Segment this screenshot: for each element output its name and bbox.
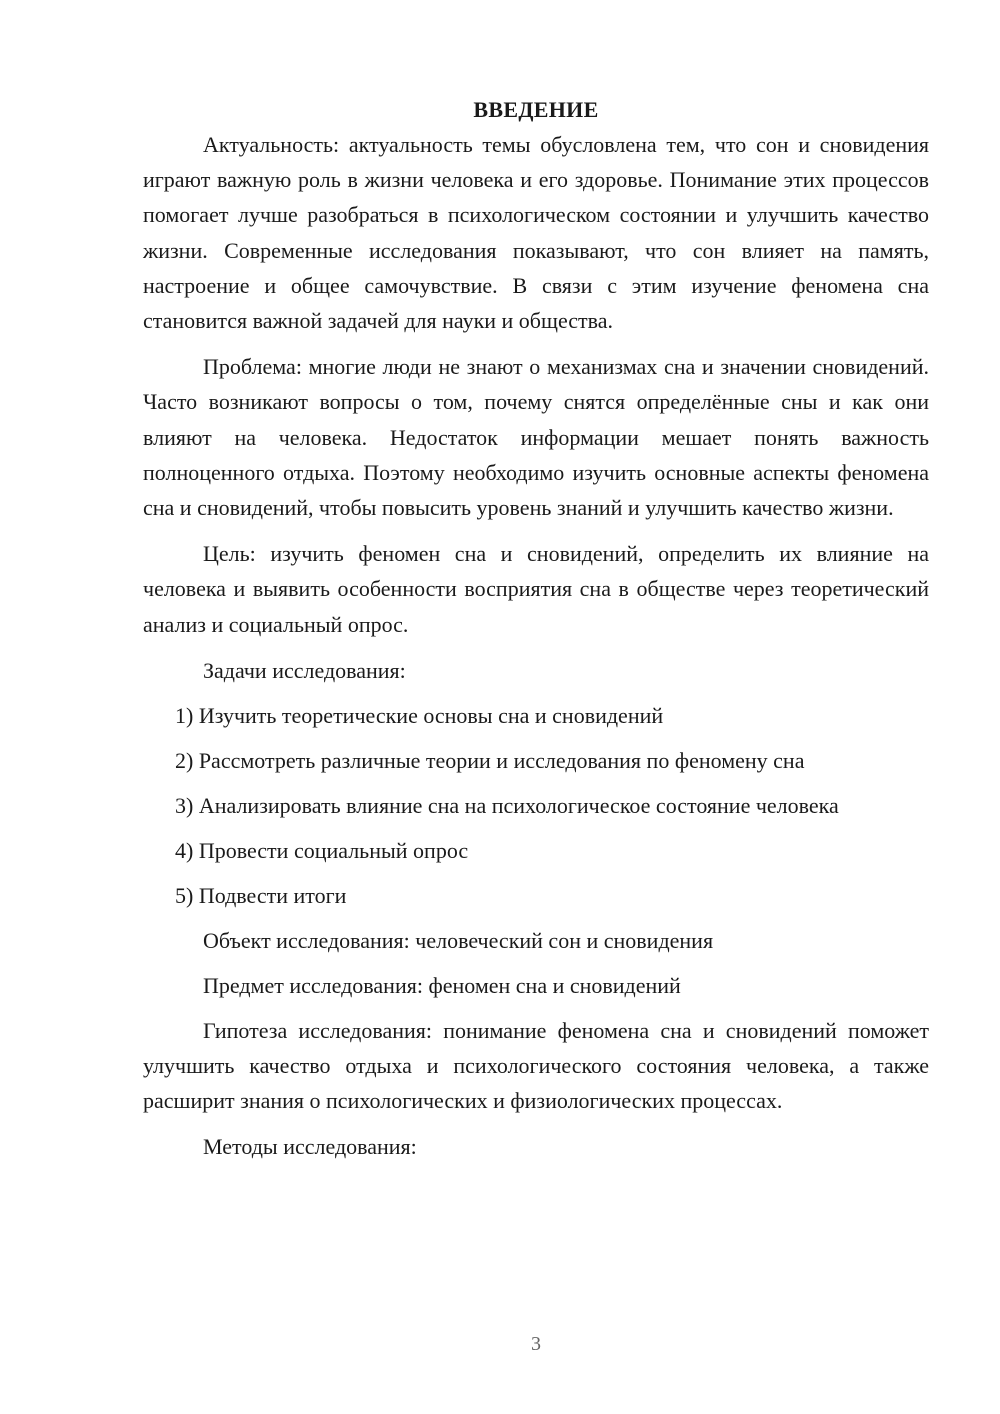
paragraph-goal: Цель: изучить феномен сна и сновидений, определить их влияние на человека и выявить особенности восприятия сна в обществе через теоретический анализ и социальный опрос. [143,541,929,637]
tasks-heading: Задачи исследования: [203,657,406,683]
paragraph-relevance: Актуальность: актуальность темы обусловлена тем, что сон и сновидения играют важную роль в жизни человека и его здоровье. Понимание этих процессов помогает лучше разобраться в психологическом состоянии и улучшить качество жизни. Современные исследования показывают, что сон влияет на память, настроение и общее самочувствие. В связи с этим изучение феномена сна становится важной задачей для науки и общества. [143,132,929,334]
list-item: 2) Рассмотреть различные теории и исследования по феномену сна [175,747,805,773]
research-object: Объект исследования: человеческий сон и сновидения [203,927,714,953]
tasks-list [143,698,929,913]
paragraph-hypothesis: Гипотеза исследования: понимание феномена сна и сновидений поможет улучшить качество отдыха и психологического состояния человека, а также расширит знания о психологических и физиологических процессах. [143,1017,929,1114]
methods-heading: Методы исследования: [203,1134,417,1160]
research-subject: Предмет исследования: феномен сна и сновидений [203,972,681,998]
page-content [143,92,929,1174]
page-title: ВВЕДЕНИЕ [473,97,599,122]
list-item: 5) Подвести итоги [175,882,347,908]
list-item: 3) Анализировать влияние сна на психологическое состояние человека [175,792,839,818]
page-number: 3 [531,1333,541,1355]
paragraph-problem: Проблема: многие люди не знают о механизмах сна и значении сновидений. Часто возникают вопросы о том, почему снятся определённые сны и как они влияют на человека. Недостаток информации мешает понять важность полноценного отдыха. Поэтому необходимо изучить основные аспекты феномена сна и сновидений, чтобы повысить уровень знаний и улучшить качество жизни. [143,354,929,521]
list-item: 4) Провести социальный опрос [175,837,469,863]
list-item: 1) Изучить теоретические основы сна и сновидений [175,702,664,728]
